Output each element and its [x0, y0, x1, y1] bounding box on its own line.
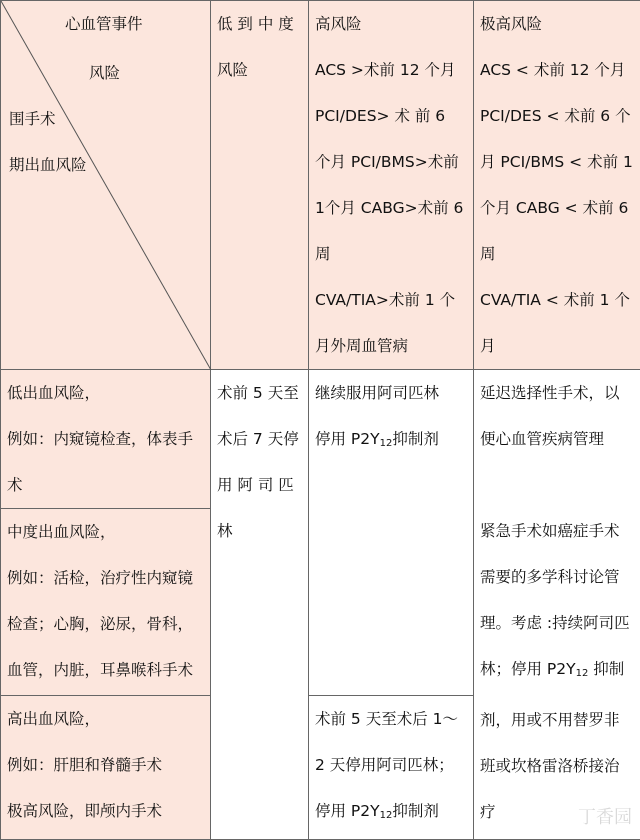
corner-left-label-2: 期出血风险	[9, 155, 87, 175]
header-line: 月	[474, 323, 640, 369]
text-part: 抑制剂	[392, 802, 439, 820]
cell-line: 便心血管疾病管理	[474, 416, 640, 462]
cell-line	[309, 788, 473, 839]
header-line: 低 到 中 度	[211, 1, 308, 47]
cell-line: 林	[211, 508, 308, 554]
cell-line: 需要的多学科讨论管	[474, 554, 640, 600]
header-line: 高风险	[309, 1, 473, 47]
corner-top-label: 心血管事件	[65, 14, 143, 34]
header-line: CVA/TIA < 术前 1 个	[474, 277, 640, 323]
cell-line: 剂，用或不用替罗非	[474, 697, 640, 743]
cell-line: 用 阿 司 匹	[211, 462, 308, 508]
row-label-line: 中度出血风险，	[1, 509, 210, 555]
row-label-line: 术	[1, 462, 210, 508]
header-line: 周	[309, 231, 473, 277]
header-line: PCI/DES < 术前 6 个	[474, 93, 640, 139]
high-risk-stop-cell	[309, 696, 474, 840]
row-label-line: 极高风险，即颅内手术	[1, 788, 210, 834]
row-label-line: 检查；心胸，泌尿，骨科，	[1, 601, 210, 647]
high-risk-header	[309, 1, 474, 370]
mid-bleed-risk-row-label	[1, 509, 211, 696]
header-line: 风险	[211, 47, 308, 93]
corner-mid-label: 风险	[89, 63, 120, 83]
row-label-line: 低出血风险，	[1, 370, 210, 416]
very-high-risk-action-cell	[474, 370, 640, 840]
row-label-line: 高出血风险，	[1, 696, 210, 742]
cell-line: 班或坎格雷洛桥接治	[474, 743, 640, 789]
cell-line: 2 天停用阿司匹林；	[309, 742, 473, 788]
cell-line: 疗	[474, 789, 640, 835]
cell-line	[474, 462, 640, 508]
high-risk-continue-cell	[309, 370, 474, 696]
text-part: 停用 P2Y	[315, 430, 380, 448]
header-line: 月外周血管病	[309, 323, 473, 369]
header-line: CVA/TIA>术前 1 个	[309, 277, 473, 323]
cell-line: 术前 5 天至	[211, 370, 308, 416]
low-mid-risk-action-cell	[211, 370, 309, 840]
header-line: 1个月 CABG>术前 6	[309, 185, 473, 231]
header-line: ACS < 术前 12 个月	[474, 47, 640, 93]
subscript: 12	[576, 668, 589, 679]
text-part: 抑制剂	[392, 430, 439, 448]
low-bleed-risk-row-label	[1, 370, 211, 509]
corner-header-cell	[1, 1, 211, 370]
row-label-line: 例如：内窥镜检查，体表手	[1, 416, 210, 462]
cell-line: 延迟选择性手术，以	[474, 370, 640, 416]
cell-line: 继续服用阿司匹林	[309, 370, 473, 416]
watermark-logo: 丁香园	[578, 803, 632, 829]
row-label-line: 例如：肝胆和脊髓手术	[1, 742, 210, 788]
header-line: 周	[474, 231, 640, 277]
corner-left-label-1: 围手术	[9, 109, 56, 129]
header-line: 个月 PCI/BMS>术前	[309, 139, 473, 185]
text-part: 停用 P2Y	[315, 802, 380, 820]
cell-line	[474, 646, 640, 697]
subscript: 12	[380, 438, 393, 449]
cell-line: 术后 7 天停	[211, 416, 308, 462]
text-part: 林；停用 P2Y	[480, 660, 576, 678]
header-line: 个月 CABG < 术前 6	[474, 185, 640, 231]
cell-line: 理。考虑 :持续阿司匹	[474, 600, 640, 646]
text-part: 抑制	[588, 660, 624, 678]
high-bleed-risk-row-label	[1, 696, 211, 840]
row-label-line: 例如：活检，治疗性内窥镜	[1, 555, 210, 601]
row-label-line: 血管，内脏，耳鼻喉科手术	[1, 647, 210, 693]
very-high-risk-header	[474, 1, 640, 370]
header-line: 极高风险	[474, 1, 640, 47]
header-line: ACS >术前 12 个月	[309, 47, 473, 93]
cell-line: 术前 5 天至术后 1～	[309, 696, 473, 742]
header-line: PCI/DES> 术 前 6	[309, 93, 473, 139]
subscript: 12	[380, 810, 393, 821]
low-mid-risk-header	[211, 1, 309, 370]
cell-line	[309, 416, 473, 467]
diagonal-divider	[1, 1, 211, 370]
header-line: 月 PCI/BMS < 术前 1	[474, 139, 640, 185]
cell-line: 紧急手术如癌症手术	[474, 508, 640, 554]
